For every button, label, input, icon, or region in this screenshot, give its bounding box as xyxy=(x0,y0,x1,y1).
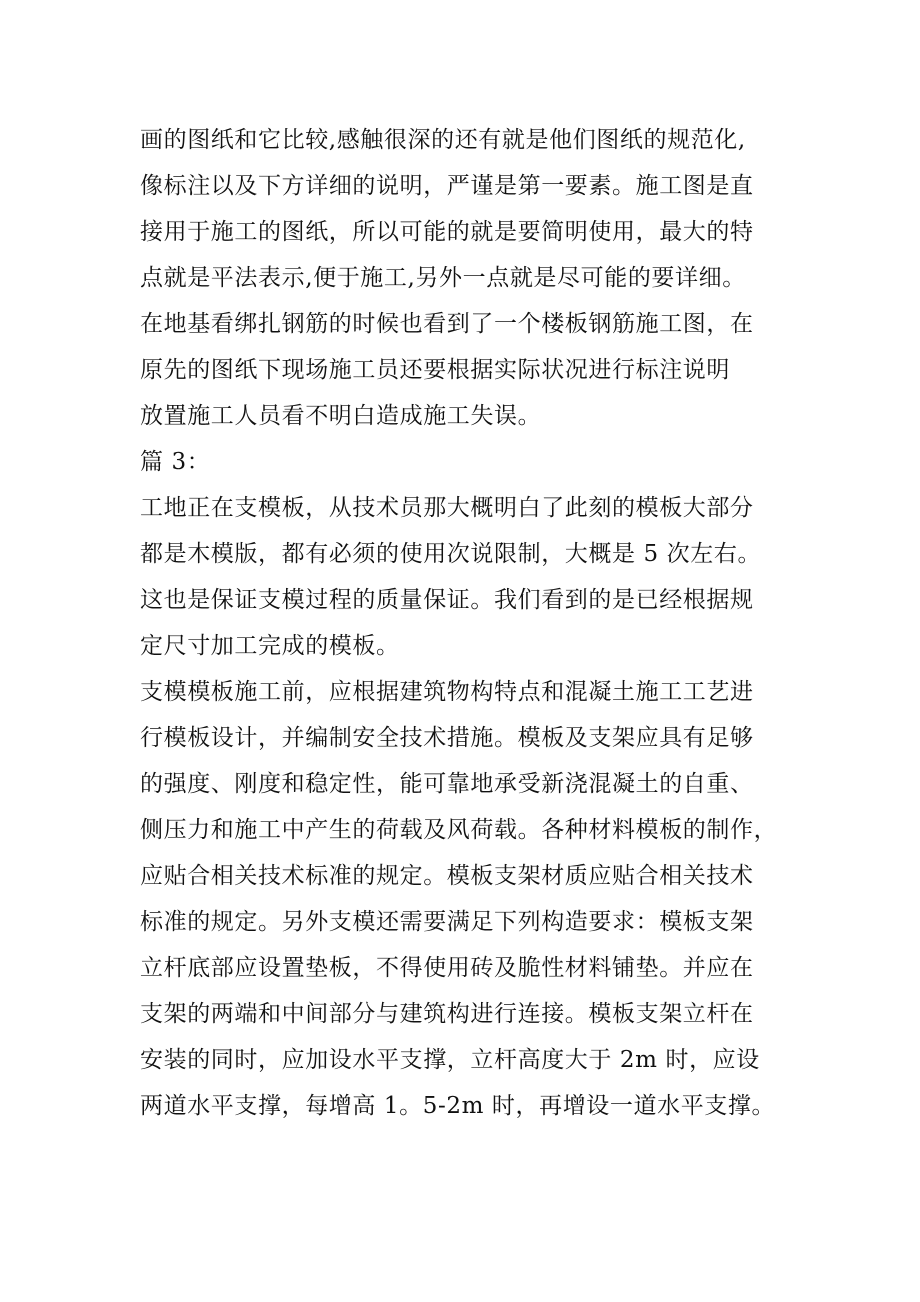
section-heading: 篇 3： xyxy=(140,449,211,475)
text-line: 行模板设计，并编制安全技术措施。模板及支架应具有足够 xyxy=(140,725,754,751)
text-line: 在地基看绑扎钢筋的时候也看到了一个楼板钢筋施工图，在 xyxy=(140,311,754,337)
text-line: 原先的图纸下现场施工员还要根据实际状况进行标注说明 xyxy=(140,357,730,383)
text-line: 侧压力和施工中产生的荷载及风荷载。各种材料模板的制作， xyxy=(140,817,778,843)
text-line: 定尺寸加工完成的模板。 xyxy=(140,633,400,659)
text-line: 都是木模版，都有必须的使用次说限制，大概是 5 次左右。 xyxy=(140,541,762,567)
text-line: 支架的两端和中间部分与建筑构进行连接。模板支架立杆在 xyxy=(140,1001,754,1027)
text-line: 支模模板施工前，应根据建筑物构特点和混凝土施工工艺进 xyxy=(140,679,754,705)
text-line: 标准的规定。另外支模还需要满足下列构造要求：模板支架 xyxy=(140,909,754,935)
text-line: 画的图纸和它比较,感触很深的还有就是他们图纸的规范化, xyxy=(140,127,746,153)
text-line: 安装的同时，应加设水平支撑，立杆高度大于 2m 时，应设 xyxy=(140,1047,760,1073)
text-line: 工地正在支模板，从技术员那大概明白了此刻的模板大部分 xyxy=(140,495,754,521)
text-line: 应贴合相关技术标准的规定。模板支架材质应贴合相关技术 xyxy=(140,863,754,889)
text-line: 接用于施工的图纸，所以可能的就是要简明使用，最大的特 xyxy=(140,219,754,245)
text-line: 放置施工人员看不明白造成施工失误。 xyxy=(140,403,542,429)
text-line: 这也是保证支模过程的质量保证。我们看到的是已经根据规 xyxy=(140,587,754,613)
text-line: 两道水平支撑，每增高 1。5-2m 时，再增设一道水平支撑。 xyxy=(140,1093,776,1119)
body-text xyxy=(140,117,820,1129)
text-line: 像标注以及下方详细的说明，严谨是第一要素。施工图是直 xyxy=(140,173,754,199)
text-line: 立杆底部应设置垫板，不得使用砖及脆性材料铺垫。并应在 xyxy=(140,955,754,981)
text-line: 的强度、刚度和稳定性，能可靠地承受新浇混凝土的自重、 xyxy=(140,771,754,797)
text-line: 点就是平法表示,便于施工,另外一点就是尽可能的要详细。 xyxy=(140,265,746,291)
